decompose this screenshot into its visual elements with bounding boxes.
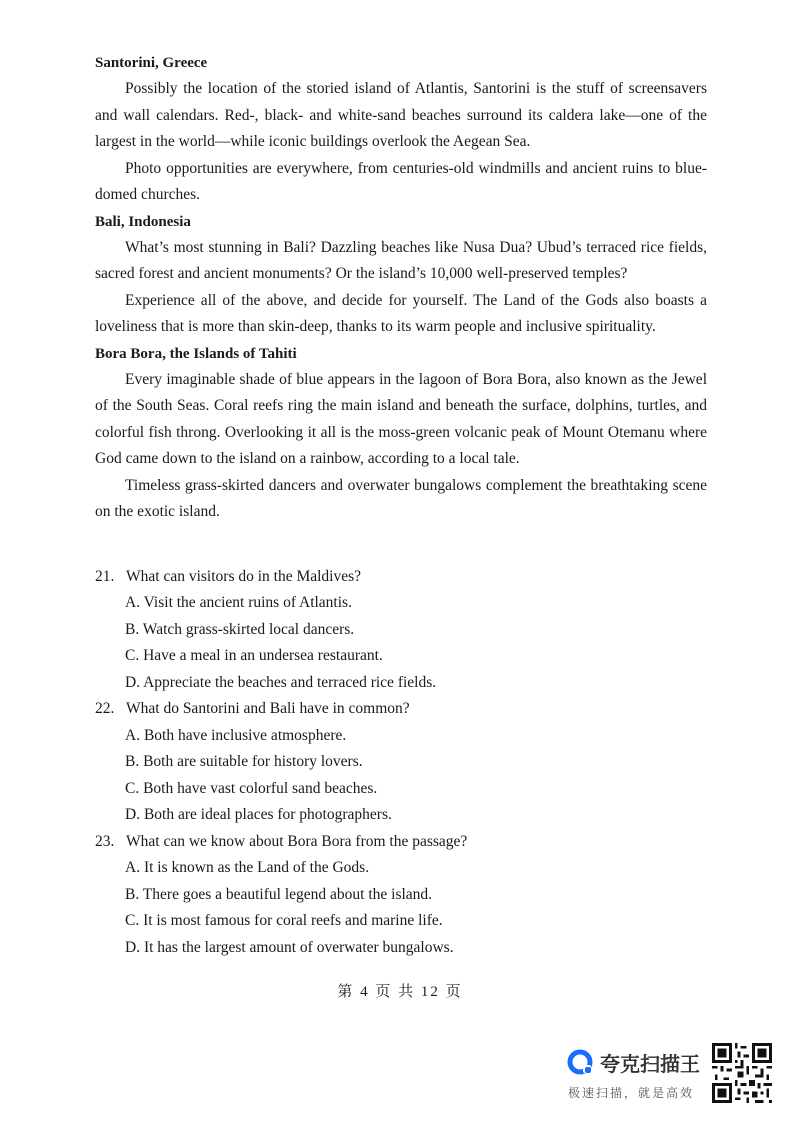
paragraph: What’s most stunning in Bali? Dazzling beaches like Nusa Dua? Ubud’s terraced rice fields, sacred forest and ancient monuments? Or the island’s 10,000 well-preserved temples?	[95, 238, 707, 282]
document-page	[95, 50, 707, 961]
question-stem	[95, 564, 707, 591]
question-number: 22.	[95, 700, 115, 717]
question-text: What can visitors do in the Maldives?	[126, 567, 362, 585]
option-b: B. Watch grass-skirted local dancers.	[125, 620, 355, 638]
paragraph: Every imaginable shade of blue appears in the lagoon of Bora Bora, also known as the Jewel of the South Seas. Coral reefs ring the main island and beneath the surface, dolphins, turtles, and colorful fish throng. Overlooking it all is the moss-green volcanic peak of Mount Otemanu where God came down to the island on a rainbow, according to a local tale.	[95, 370, 707, 467]
watermark-app-name: 夸克扫描王	[600, 1052, 700, 1076]
qr-code-icon	[712, 1043, 772, 1103]
option-b: B. There goes a beautiful legend about the island.	[125, 885, 433, 903]
question-stem	[95, 696, 707, 723]
page-number-footer: 第 4 页 共 12 页	[337, 984, 463, 1000]
question-list	[95, 564, 707, 962]
option-d: D. Appreciate the beaches and terraced rice fields.	[125, 673, 437, 691]
section-heading: Bora Bora, the Islands of Tahiti	[95, 345, 297, 362]
question-23	[95, 829, 707, 962]
paragraph: Possibly the location of the storied island of Atlantis, Santorini is the stuff of screensavers and wall calendars. Red-, black- and white-sand beaches surround its caldera lake—one of the largest in the world—while iconic buildings overlook the Aegean Sea.	[95, 80, 707, 150]
option-d: D. Both are ideal places for photographers.	[125, 806, 392, 823]
question-21	[95, 564, 707, 697]
paragraph: Timeless grass-skirted dancers and overwater bungalows complement the breathtaking scene on the exotic island.	[95, 476, 707, 520]
option-a: A. Visit the ancient ruins of Atlantis.	[125, 594, 352, 611]
question-text: What can we know about Bora Bora from the passage?	[126, 832, 468, 850]
question-22	[95, 696, 707, 829]
section-santorini	[95, 50, 707, 209]
option-b: B. Both are suitable for history lovers.	[125, 753, 363, 770]
option-d: D. It has the largest amount of overwater bungalows.	[125, 938, 454, 956]
question-number: 23.	[95, 832, 115, 850]
option-a: A. Both have inclusive atmosphere.	[125, 726, 347, 744]
question-number: 21.	[95, 567, 115, 585]
option-c: C. It is most famous for coral reefs and marine life.	[125, 912, 443, 929]
paragraph: Photo opportunities are everywhere, from centuries-old windmills and ancient ruins to blue-domed churches.	[95, 159, 707, 203]
question-stem	[95, 829, 707, 856]
section-heading: Bali, Indonesia	[95, 213, 191, 230]
section-heading: Santorini, Greece	[95, 55, 208, 71]
section-bora-bora	[95, 341, 707, 526]
watermark-slogan: 极速扫描，就是高效	[568, 1086, 695, 1100]
scanner-watermark	[562, 1042, 710, 1114]
option-c: C. Both have vast colorful sand beaches.	[125, 779, 378, 797]
question-text: What do Santorini and Bali have in common?	[126, 700, 410, 717]
section-bali	[95, 209, 707, 341]
option-c: C. Have a meal in an undersea restaurant.	[125, 647, 383, 664]
paragraph: Experience all of the above, and decide for yourself. The Land of the Gods also boasts a loveliness that is more than skin-deep, thanks to its warm people and inclusive spirituality.	[95, 291, 707, 335]
scanner-logo-icon	[566, 1048, 594, 1076]
option-a: A. It is known as the Land of the Gods.	[125, 859, 370, 876]
